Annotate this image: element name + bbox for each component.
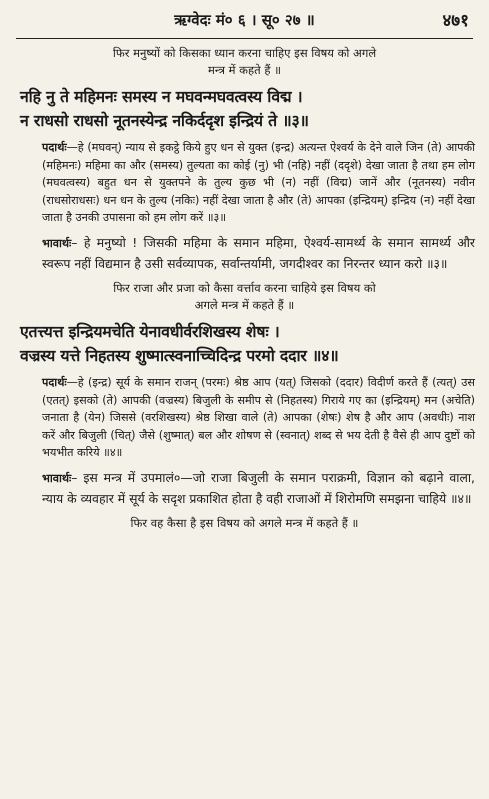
- section2-padarth-text: —हे (इन्द्र) सूर्य के समान राजन् (परमः) श्रेष्ठ आप (यत्) जिसको (ददार) विदीर्ण करते हैं (त्यत्) उस (एतत्) इसको (ते) आपकी (वज्रस्य) बिजुली के समीप से (निहतस्य) गिराये गए का (इन्द्रियम्) मन (अचेति) जनाता है (येन) जिससे (वरशिखस्य) श्रेष्ठ शिखा वाले (ते) आपका (शेषः) शेष है और आप (अवधीः) नाश करें और बिजुली (चित्) जैसे (शुष्मात्) बल और शोषण से (स्वनात्) शब्द से भय देती है वैसे ही आप दुष्टों को भयभीत करिये ॥४॥: [42, 375, 475, 460]
- section1-intro-line1: फिर मनुष्यों को किसका ध्यान करना चाहिए इस विषय को अगले: [112, 46, 377, 60]
- section1-padarth: [14, 139, 475, 227]
- section1-mantra-line2: न राधसो राधसो नूतनस्येन्द्र नकिर्ददृश इन्द्रियं ते ॥३॥: [20, 111, 309, 130]
- section2-padarth: [14, 374, 475, 462]
- section1-padarth-text: —हे (मघवन्) न्याय से इकट्ठे किये हुए धन से युक्त (इन्द्र) अत्यन्त ऐश्वर्य के देने वाले जिन (ते) आपकी (महिमनः) महिमा का और (समस्य) तुल्यता का कोई (नु) भी (नहि) नहीं (ददृशे) देखा जाता है तथा हम लोग (मघवत्वस्य) बहुत धन से युक्तपने के तुल्य कुछ भी (न) नहीं (विद्म) जानें और (नूतनस्य) नवीन (राधसोराधसः) धन धन के तुल्य (नकिः) नहीं देखा जाता है और (ते) आपका (इन्द्रियम्) इन्द्रिय (न) नहीं देखा जाता है उनकी उपासना को हम लोग करें ॥३॥: [42, 141, 475, 225]
- section1-bhavarth-text: – हे मनुष्यो ! जिसकी महिमा के समान महिमा, ऐश्वर्य-सामर्थ्य के समान सामर्थ्य और स्वरूप नहीं विद्यमान है उसी सर्वव्यापक, सर्वान्तर्यामी, जगदीश्वर का निरन्तर ध्यान करो ॥३॥: [42, 234, 475, 271]
- page-number: ४७१: [442, 11, 469, 31]
- section2-intro-line1: फिर राजा और प्रजा को कैसा वर्त्ताव करना चाहिये इस विषय को: [113, 280, 376, 295]
- padarth-label: पदार्थः: [42, 375, 67, 389]
- section2-bhavarth: [14, 468, 475, 509]
- section2-mantra: [14, 320, 475, 368]
- section1-mantra-line1: नहि नु ते महिमनः समस्य न मघवन्मघवत्वस्य विद्म ।: [20, 87, 303, 106]
- section2-mantra-line1: एतत्त्यत्त इन्द्रियमचेति येनावधीर्वरशिखस्य शेषः ।: [20, 321, 280, 341]
- section2-intro-line2: अगले मन्त्र में कहते हैं ॥: [194, 297, 295, 312]
- section1-mantra: [14, 85, 475, 133]
- running-title: ऋग्वेदः मं० ६ । सू० २७ ॥: [174, 11, 315, 29]
- section2-bhavarth-text: – इस मन्त्र में उपमालं०—जो राजा बिजुली के समान पराक्रमी, विज्ञान को बढ़ाने वाला, न्याय के व्यवहार में सूर्य के सदृश प्रकाशित होता है वही राजाओं में शिरोमणि समझना चाहिये ॥४॥: [42, 469, 475, 506]
- bhavarth-label: भावार्थः: [42, 471, 72, 485]
- page-header: [14, 0, 475, 38]
- section1-bhavarth: [14, 233, 475, 274]
- section2-mantra-line2: वज्रस्य यत्ते निहतस्य शुष्मात्स्वनाच्चिदिन्द्र परमो ददार ॥४॥: [20, 345, 339, 365]
- bhavarth-label: भावार्थः: [42, 236, 72, 250]
- section1-intro: [14, 45, 475, 79]
- section2-intro: [14, 280, 475, 314]
- footer-intro: [14, 515, 475, 532]
- padarth-label: पदार्थः: [42, 141, 67, 154]
- header-rule: [16, 38, 473, 39]
- section1-intro-line2: मन्त्र में कहते हैं ॥: [208, 63, 281, 77]
- footer-intro-line: फिर वह कैसा है इस विषय को अगले मन्त्र में कहते हैं ॥: [130, 515, 359, 530]
